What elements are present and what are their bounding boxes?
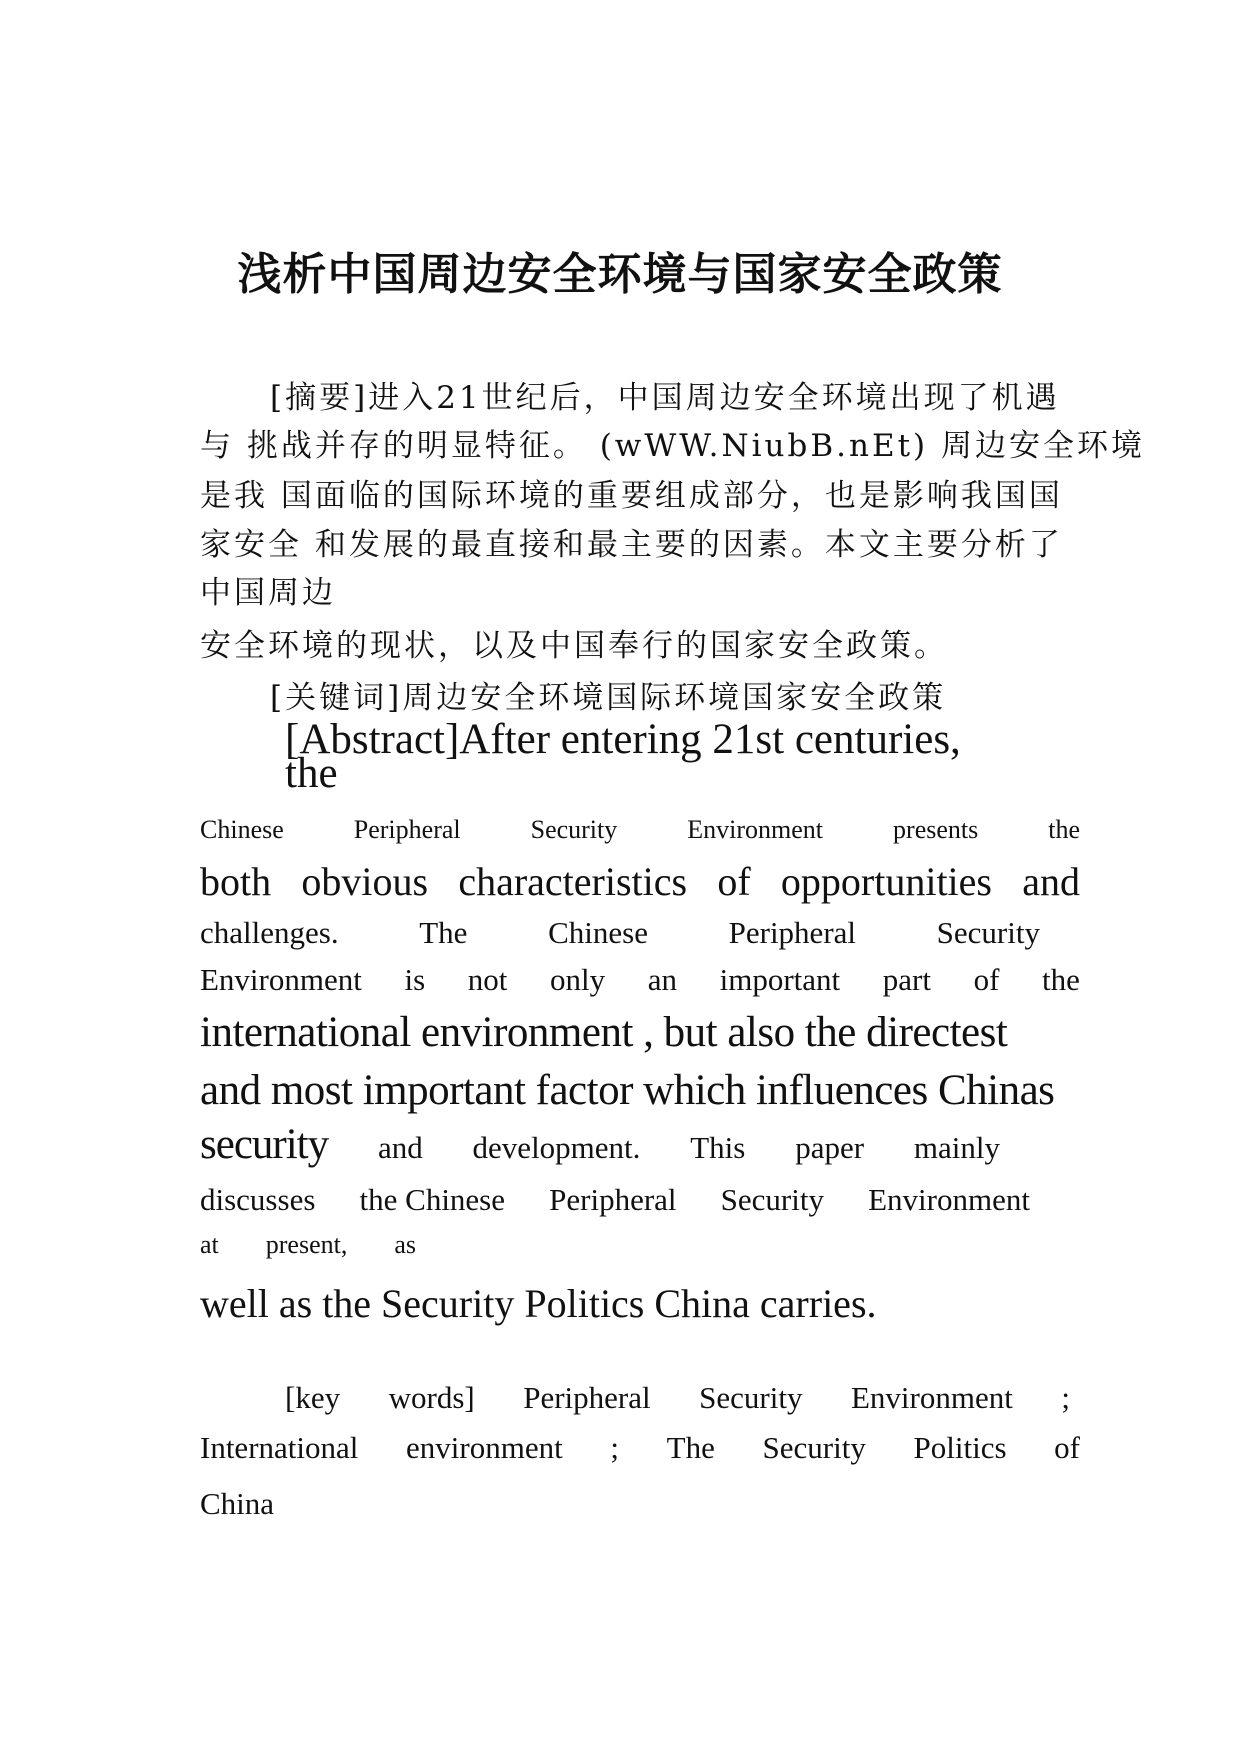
word: Chinese bbox=[548, 915, 648, 950]
word: as bbox=[394, 1230, 416, 1259]
word: Security bbox=[699, 1380, 803, 1415]
word: Security bbox=[936, 915, 1040, 950]
word: International bbox=[200, 1430, 359, 1465]
word: only bbox=[550, 962, 606, 997]
word: not bbox=[467, 962, 508, 997]
abstract-zh-line: [摘要]进入21世纪后，中国周边安全环境出现了机遇 bbox=[270, 380, 1060, 416]
word: mainly bbox=[913, 1130, 1000, 1165]
keywords-en-line bbox=[200, 1430, 1080, 1466]
word: both bbox=[200, 859, 272, 904]
word: present, bbox=[265, 1230, 348, 1259]
keywords-zh: [关键词]周边安全环境国际环境国家安全政策 bbox=[270, 680, 947, 716]
word: and bbox=[1022, 859, 1080, 904]
word: of bbox=[973, 962, 1000, 997]
abstract-en-line: well as the Security Politics China carries. bbox=[200, 1281, 877, 1326]
word: Politics bbox=[913, 1430, 1007, 1465]
word: of bbox=[1054, 1430, 1080, 1465]
keywords-en-line: China bbox=[200, 1486, 275, 1521]
word: the bbox=[1048, 815, 1080, 844]
word: environment bbox=[406, 1430, 563, 1465]
word: the bbox=[1042, 962, 1080, 997]
word: part bbox=[882, 962, 931, 997]
word: security bbox=[200, 1121, 329, 1168]
word: The bbox=[666, 1430, 715, 1465]
word: Environment bbox=[687, 815, 824, 844]
word: the Chinese bbox=[359, 1182, 506, 1217]
abstract-en-line: and most important factor which influences Chinas bbox=[200, 1067, 1055, 1114]
word: paper bbox=[795, 1130, 865, 1165]
word: is bbox=[404, 962, 426, 997]
word: Environment bbox=[850, 1380, 1013, 1415]
abstract-en-line bbox=[200, 1120, 1000, 1169]
word: [key bbox=[285, 1380, 341, 1415]
abstract-en-line bbox=[200, 1230, 416, 1260]
abstract-zh-line: 安全环境的现状，以及中国奉行的国家安全政策。 bbox=[200, 628, 948, 664]
word: development. bbox=[472, 1130, 641, 1165]
word: Peripheral bbox=[728, 915, 857, 950]
word: important bbox=[719, 962, 841, 997]
word: and bbox=[377, 1130, 423, 1165]
word: words] bbox=[388, 1380, 475, 1415]
word: opportunities bbox=[780, 859, 992, 904]
abstract-en-line bbox=[200, 915, 1040, 951]
abstract-en-line bbox=[200, 962, 1080, 998]
abstract-en-line: international environment , but also the directest bbox=[200, 1009, 1008, 1056]
abstract-en-line: the bbox=[285, 750, 338, 797]
word: of bbox=[717, 859, 751, 904]
word: ; bbox=[1061, 1380, 1070, 1415]
word: Peripheral bbox=[523, 1380, 651, 1415]
word: Peripheral bbox=[549, 1182, 677, 1217]
abstract-en-line bbox=[200, 858, 1080, 905]
abstract-en-line bbox=[200, 815, 1080, 845]
word: The bbox=[419, 915, 468, 950]
abstract-zh-line: 中国周边 bbox=[200, 575, 336, 611]
abstract-zh-line: 与 挑战并存的明显特征。 (wWW.NiubB.nEt) 周边安全环境 bbox=[200, 428, 1145, 464]
word: discusses bbox=[200, 1182, 316, 1217]
word: Security bbox=[762, 1430, 866, 1465]
word: challenges. bbox=[200, 915, 339, 950]
word: at bbox=[200, 1230, 219, 1259]
abstract-zh-line: 家安全 和发展的最直接和最主要的因素。本文主要分析了 bbox=[200, 527, 1063, 563]
abstract-en-line: [Abstract]After entering 21st centuries, bbox=[285, 716, 961, 763]
word: Security bbox=[530, 815, 618, 844]
word: presents bbox=[893, 815, 979, 844]
word: ; bbox=[610, 1430, 620, 1465]
word: Environment bbox=[200, 962, 362, 997]
page-title: 浅析中国周边安全环境与国家安全政策 bbox=[237, 249, 1003, 300]
word: characteristics bbox=[458, 859, 688, 904]
abstract-zh-line: 是我 国面临的国际环境的重要组成部分，也是影响我国国 bbox=[200, 478, 1063, 514]
word: Peripheral bbox=[353, 815, 461, 844]
word: Chinese bbox=[200, 815, 284, 844]
word: an bbox=[647, 962, 677, 997]
keywords-en-line bbox=[285, 1380, 1070, 1416]
word: Environment bbox=[868, 1182, 1030, 1217]
word: Security bbox=[720, 1182, 824, 1217]
word: obvious bbox=[301, 859, 429, 904]
abstract-en-line bbox=[200, 1182, 1030, 1218]
word: This bbox=[690, 1130, 746, 1165]
